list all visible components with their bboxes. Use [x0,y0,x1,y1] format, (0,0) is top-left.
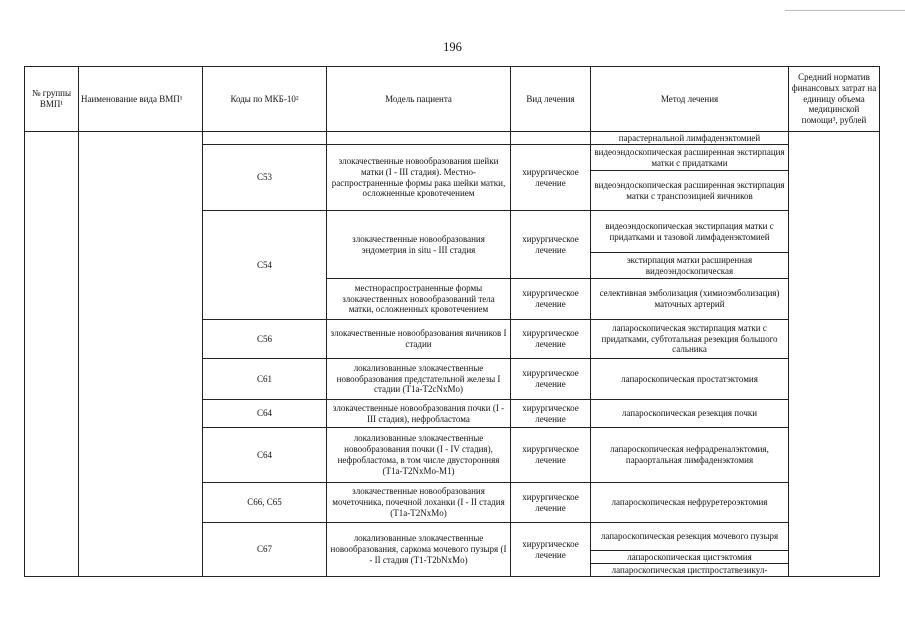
method-cell: парастернальной лимфаденэктомией [591,132,789,145]
table-row [25,132,880,145]
treatment-cell: хирургическое лечение [511,400,591,428]
method-cell: лапароскопическая цистэктомия [591,551,789,564]
treatment-cell: хирургическое лечение [511,483,591,523]
treatment-cell: хирургическое лечение [511,279,591,320]
treatment-cell: хирургическое лечение [511,428,591,483]
model-cell: локализованные злокачественные новообразования предстательной железы I стадии (T1a-T2cNxMo) [327,359,511,400]
header-vmp-name: Наименование вида ВМП¹ [79,67,203,132]
code-cell: C56 [203,320,327,359]
treatment-cell: хирургическое лечение [511,211,591,279]
header-group-number: № группы ВМП¹ [25,67,79,132]
treatment-cell: хирургическое лечение [511,145,591,211]
page-number: 196 [443,40,462,54]
method-cell: лапароскопическая резекция мочевого пузыря [591,523,789,551]
code-cell: C66, C65 [203,483,327,523]
model-cell: злокачественные новообразования яичников I стадии [327,320,511,359]
vmp-table [24,66,880,577]
code-cell: C64 [203,428,327,483]
method-cell: видеоэндоскопическая расширенная экстирпация матки с транспозицией яичников [591,171,789,211]
code-cell: C64 [203,400,327,428]
code-cell: C67 [203,523,327,577]
group-number-cell [25,132,79,577]
code-cell: C61 [203,359,327,400]
treatment-cell: хирургическое лечение [511,320,591,359]
method-cell: видеоэндоскопическая расширенная экстирпация матки с придатками [591,145,789,171]
method-cell: лапароскопическая цистпростатвезикул- [591,564,789,577]
model-cell: злокачественные новообразования мочеточника, почечной лоханки (I - II стадия (T1a-T2NxMo) [327,483,511,523]
treatment-cell: хирургическое лечение [511,523,591,577]
model-cell [327,132,511,145]
header-cost-norm: Средний норматив финансовых затрат на единицу объема медицинской помощи³, рублей [789,67,880,132]
header-icd-codes: Коды по МКБ-10² [203,67,327,132]
method-cell: лапароскопическая нефрадреналэктомия, параортальная лимфаденэктомия [591,428,789,483]
treatment-cell: хирургическое лечение [511,359,591,400]
table-header-row [25,67,880,132]
method-cell: экстирпация матки расширенная видеоэндоскопическая [591,253,789,279]
header-patient-model: Модель пациента [327,67,511,132]
treatment-cell [511,132,591,145]
cost-cell [789,132,880,577]
method-cell: лапароскопическая экстирпация матки с придатками, субтотальная резекция большого сальника [591,320,789,359]
vmp-name-cell [79,132,203,577]
method-cell: лапароскопическая простатэктомия [591,359,789,400]
model-cell: локализованные злокачественные новообразования почки (I - IV стадия), нефробластома, в том числе двусторонняя (T1a-T2NxMo-M1) [327,428,511,483]
model-cell: злокачественные новообразования почки (I - III стадия), нефробластома [327,400,511,428]
code-cell [203,132,327,145]
code-cell: C54 [203,211,327,320]
method-cell: видеоэндоскопическая экстирпация матки с придатками и тазовой лимфаденэктомией [591,211,789,253]
method-cell: лапароскопическая нефруретероэктомия [591,483,789,523]
method-cell: селективная эмболизация (химиоэмболизация) маточных артерий [591,279,789,320]
method-cell: лапароскопическая резекция почки [591,400,789,428]
corner-scan-mark [785,0,905,11]
code-cell: C53 [203,145,327,211]
model-cell: злокачественные новообразования шейки матки (I - III стадия). Местно-распространенные формы рака шейки матки, осложненные кровотечением [327,145,511,211]
header-treatment-type: Вид лечения [511,67,591,132]
header-treatment-method: Метод лечения [591,67,789,132]
model-cell: местнораспространенные формы злокачественных новообразований тела матки, осложненных кровотечением [327,279,511,320]
model-cell: злокачественные новообразования эндометрия in situ - III стадия [327,211,511,279]
model-cell: локализованные злокачественные новообразования, саркома мочевого пузыря (I - II стадия (T1-T2bNxMo) [327,523,511,577]
